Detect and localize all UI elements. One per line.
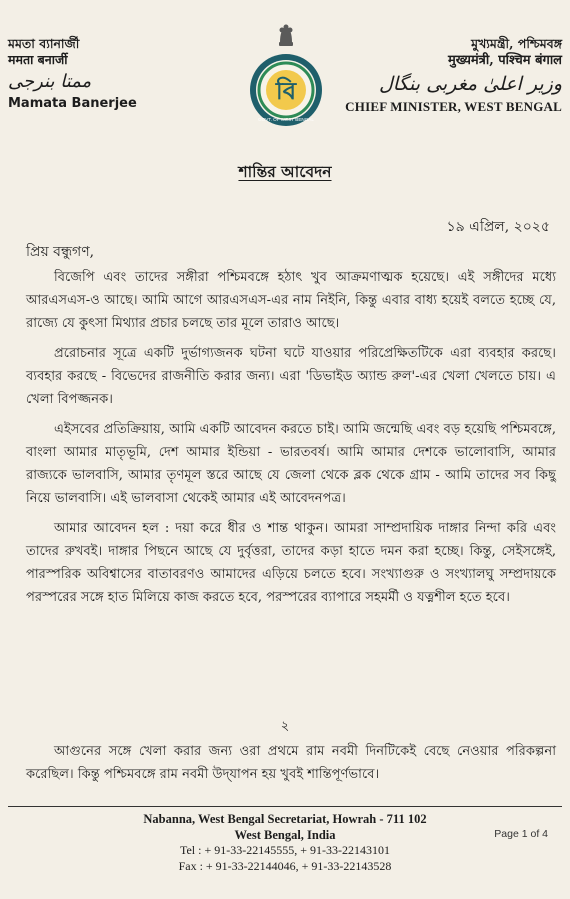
emblem-caption: GOVT. OF WEST BENGAL [258, 117, 314, 122]
letter-date: ১৯ এপ্রিল, ২০২৫ [446, 219, 550, 235]
paragraph: আমার আবেদন হল : দয়া করে ধীর ও শান্ত থাকুন। আমরা সাম্প্রদায়িক দাঙ্গার নিন্দা করি এবং তাদের রুখবই। দাঙ্গার পিছনে আছে যে দুর্বৃত্তরা, তাদের কড়া হাতে দমন করা হচ্ছে। কিন্তু, সেইসঙ্গেই, পারস্পরিক অবিশ্বাসের বাতাবরণও আমাদের এড়িয়ে চলতে হবে। সংখ্যাগুরু ও সংখ্যালঘু সম্প্রদায়কে পরস্পরের সঙ্গে হাত মিলিয়ে কাজ করতে হবে, পরস্পরের ব্যাপারে সহমর্মী ও যত্নশীল হতে হবে। [26, 521, 556, 605]
letter-title-text: শান্তির আবেদন [238, 162, 332, 181]
title-bengali: মুখ্যমন্ত্রী, পশ্চিমবঙ্গ [471, 36, 562, 51]
section-number: ২ [280, 719, 290, 734]
letter-body-continued [26, 740, 556, 786]
paragraph: প্ররোচনার সূত্রে একটি দুর্ভাগ্যজনক ঘটনা ঘটে যাওয়ার পরিপ্রেক্ষিতটিকে এরা ব্যবহার করছে। ব্যবহার করছে - বিভেদের রাজনীতি করার জন্য। এরা 'ডিভাইড অ্যান্ড রুল'-এর খেলা খেলতে চায়। এ খেলা বিপজ্জনক। [26, 346, 556, 407]
footer-tel: Tel : + 91-33-22145555, + 91-33-22143101 [179, 843, 390, 857]
letterhead-left [8, 36, 178, 111]
name-hindi: ममता बनार्जी [8, 52, 68, 67]
title-urdu: وزیر اعلیٰ مغربی بنگال [378, 73, 562, 95]
name-bengali: মমতা ব্যানার্জী [8, 36, 80, 51]
title-hindi: मुख्यमंत्री, पश्चिम बंगाल [447, 53, 562, 68]
paragraph: আগুনের সঙ্গে খেলা করার জন্য ওরা প্রথমে রাম নবমী দিনটিকেই বেছে নেওয়ার পরিকল্পনা করেছিল। কিন্তু পশ্চিমবঙ্গে রাম নবমী উদ্‌যাপন হয় খুবই শান্তিপূর্ণভাবে। [26, 744, 556, 782]
paragraph: এইসবের প্রতিক্রিয়ায়, আমি একটি আবেদন করতে চাই। আমি জন্মেছি এবং বড় হয়েছি পশ্চিমবঙ্গে, বাংলা আমার মাতৃভূমি, দেশ আমার ইন্ডিয়া - ভারতবর্ষ। আমি আমার দেশকে ভালোবাসি, আমার রাজ্যকে ভালবাসি, আমার তৃণমূল স্তরে আছে যে জেলা থেকে ব্লক থেকে গ্রাম - আমি তাদের সব কিছু নিয়ে ভালবাসি। এই ভালবাসা থেকেই আমার এই আবেদনপত্র। [26, 422, 556, 506]
svg-text:বি: বি [275, 76, 297, 105]
footer-address-line1: Nabanna, West Bengal Secretariat, Howrah - 711 102 [143, 812, 427, 826]
page-label: Page 1 of 4 [494, 828, 548, 840]
west-bengal-emblem-icon [246, 20, 326, 132]
letter-body [26, 266, 556, 616]
name-urdu: ممتا بنرجی [8, 71, 92, 92]
footer-address-line2: West Bengal, India [234, 827, 336, 842]
footer-fax: Fax : + 91-33-22144046, + 91-33-22143528 [178, 858, 392, 873]
salutation: প্রিয় বন্ধুগণ, [26, 244, 95, 260]
letter-title [0, 160, 570, 186]
letterhead-right [332, 36, 562, 115]
name-english: Mamata Banerjee [8, 96, 137, 111]
footer [0, 812, 570, 874]
footer-divider [8, 806, 562, 807]
title-english: CHIEF MINISTER, WEST BENGAL [345, 99, 562, 114]
paragraph: বিজেপি এবং তাদের সঙ্গীরা পশ্চিমবঙ্গে হঠাৎ খুব আক্রমণাত্মক হয়েছে। এই সঙ্গীদের মধ্যে আরএসএস-ও আছে। আমি আগে আরএসএস-এর নাম নিইনি, কিন্তু এবার বাধ্য হয়েই বলতে হচ্ছে যে, রাজ্যে যে কুৎসা মিথ্যার প্রচার চলছে তার মূলে তারাও আছে। [26, 270, 556, 331]
